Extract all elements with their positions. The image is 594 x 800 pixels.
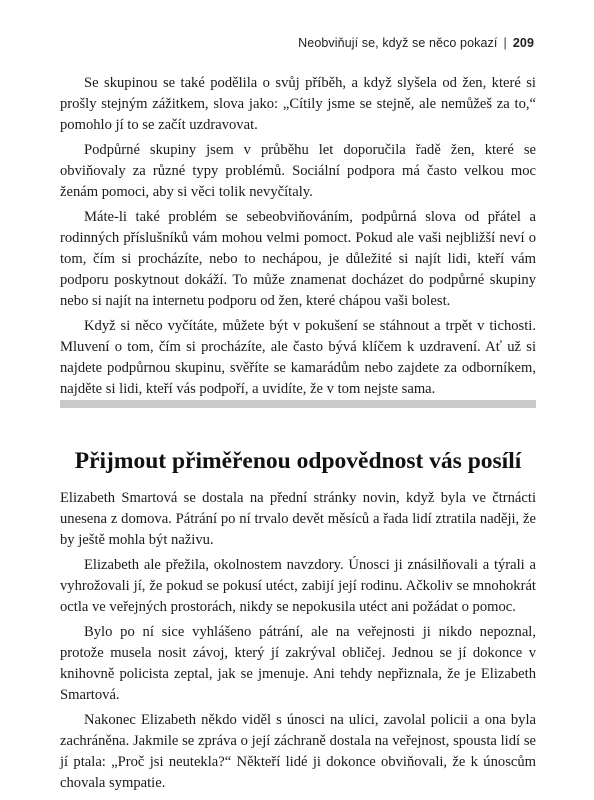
- section-heading: Přijmout přiměřenou odpovědnost vás posílí: [74, 448, 522, 474]
- header-separator: |: [503, 36, 507, 50]
- running-header: [298, 36, 534, 50]
- section-2-body: [60, 488, 536, 798]
- running-title: Neobviňují se, když se něco pokazí: [298, 36, 498, 50]
- section-1-body: [60, 73, 536, 404]
- paragraph: Když si něco vyčítáte, můžete být v pokušení se stáhnout a trpět v tichosti. Mluvení o tom, čím si procházíte, ale často bývá klíčem k uzdravení. Ať už si najdete podpůrnou skupinu, svěříte se kamarádům nebo zajdete za odborníkem, najděte si lidi, kteří vás podpoří, a uvidíte, že v tom nejste sama.: [60, 318, 536, 397]
- paragraph: Bylo po ní sice vyhlášeno pátrání, ale na veřejnosti ji nikdo nepoznal, protože musela nosit závoj, který jí zakrýval obličej. Jednou se jí dokonce v knihovně policista zeptal, jak se jmenuje. Ani tehdy nepřiznala, že je Elizabeth Smartová.: [60, 624, 536, 703]
- paragraph: Elizabeth Smartová se dostala na přední stránky novin, když byla ve čtrnácti unesena z domova. Pátrání po ní trvalo devět měsíců a řada lidí ztratila naději, že by ještě mohla být naživu.: [60, 490, 536, 548]
- paragraph: Se skupinou se také podělila o svůj příběh, a když slyšela od žen, které si prošly stejným zážitkem, slova jako: „Cítily jsme se stejně, ale nemůžeš za to,“ pomohlo jí to se začít uzdravovat.: [60, 75, 536, 133]
- paragraph: Elizabeth ale přežila, okolnostem navzdory. Únosci ji znásilňovali a týrali a vyhrožovali jí, že pokud se pokusí utéct, zabijí její rodinu. Ačkoliv se mnohokrát octla ve veřejných prostorách, nikdy se nepokusila utéct ani požádat o pomoc.: [60, 557, 536, 615]
- paragraph: Máte-li také problém se sebeobviňováním, podpůrná slova od přátel a rodinných příslušníků vám mohou velmi pomoct. Pokud ale vaši nejbližší neví o tom, čím si procházíte, nebo to nechápou, je důležité si najít lidi, kteří vám podporu poskytnout dokáží. To může znamenat docházet do podpůrné skupiny nebo si najít na internetu podporu od žen, které chápou vaši bolest.: [60, 209, 536, 309]
- paragraph: Nakonec Elizabeth někdo viděl s únosci na ulici, zavolal policii a ona byla zachráněna. Jakmile se zpráva o její záchraně dostala na veřejnost, spousta lidí se jí ptala: „Proč jsi neutekla?“ Někteří lidé ji dokonce obviňovali, že k únoscům chovala sympatie.: [60, 712, 536, 791]
- section-divider: [60, 400, 536, 408]
- paragraph: Podpůrné skupiny jsem v průběhu let doporučila řadě žen, které se obviňovaly za různé typy problémů. Sociální podpora má často velkou moc ženám pomoci, aby si věci tolik nevyčítaly.: [60, 142, 536, 200]
- page-number: 209: [512, 36, 534, 50]
